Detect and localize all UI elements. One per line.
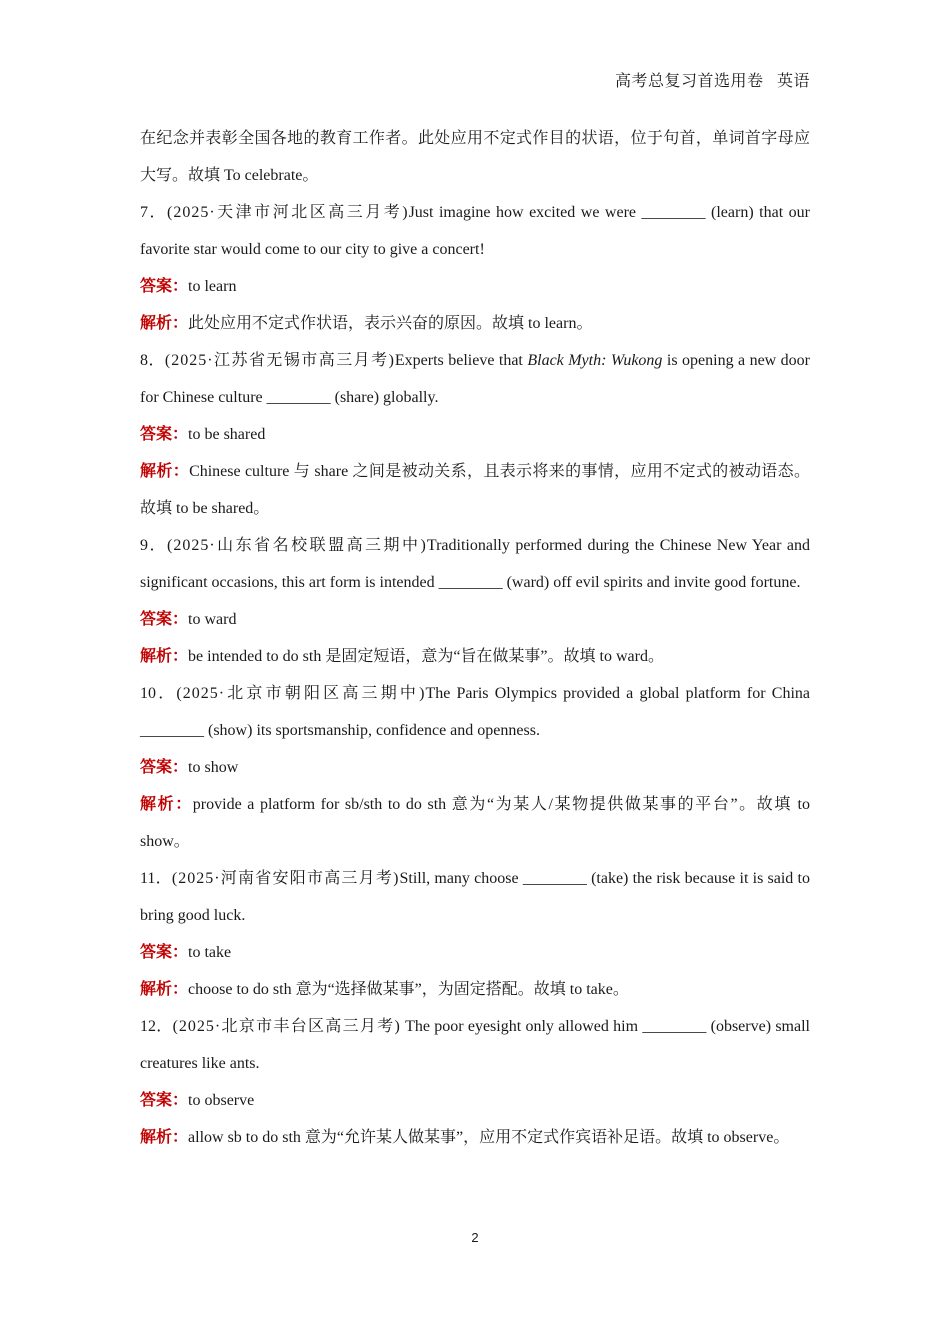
- answer-label: 答案：: [140, 611, 189, 628]
- question-source: (2025·天津市河北区高三月考): [167, 204, 409, 221]
- analysis-line: [140, 305, 810, 342]
- analysis-label: 解析：: [140, 315, 189, 332]
- question-stem: Still, many choose ________ (take) the risk because it is said to bring good luck.: [140, 870, 810, 924]
- answer-text: to be shared: [188, 426, 266, 443]
- question-number: 11．: [140, 870, 172, 887]
- analysis-label: 解析：: [140, 981, 189, 998]
- analysis-label: 解析：: [140, 648, 189, 665]
- question-8: [140, 342, 810, 416]
- answer-line: [140, 934, 810, 971]
- answer-label: 答案：: [140, 759, 189, 776]
- question-12: [140, 1008, 810, 1082]
- answer-line: [140, 1082, 810, 1119]
- answer-line: [140, 749, 810, 786]
- document-body: [140, 120, 810, 1156]
- question-10: [140, 675, 810, 749]
- header-subject: 英语: [776, 73, 810, 90]
- analysis-line: [140, 1119, 810, 1156]
- answer-label: 答案：: [140, 278, 189, 295]
- analysis-text: choose to do sth 意为“选择做某事”，为固定搭配。故填 to take。: [188, 981, 629, 998]
- question-stem: Traditionally performed during the Chinese New Year and significant occasions, this art form is intended ________ (ward) off evil spirits and invite good fortune.: [140, 537, 810, 591]
- question-stem: The Paris Olympics provided a global platform for China ________ (show) its sportsmanship, confidence and openness.: [140, 685, 810, 739]
- question-number: 12．: [140, 1018, 173, 1035]
- analysis-text: allow sb to do sth 意为“允许某人做某事”，应用不定式作宾语补足语。故填 to observe。: [188, 1129, 790, 1146]
- answer-line: [140, 416, 810, 453]
- continued-analysis: 在纪念并表彰全国各地的教育工作者。此处应用不定式作目的状语，位于句首，单词首字母应大写。故填 To celebrate。: [140, 130, 810, 184]
- question-number: 7．: [140, 204, 168, 221]
- question-number: 9．: [140, 537, 167, 554]
- question-stem-part-a: Experts believe that: [394, 352, 528, 369]
- question-stem: Just imagine how excited we were ________ (learn) that our favorite star would come to our city to give a concert!: [140, 204, 810, 258]
- analysis-line: [140, 971, 810, 1008]
- question-source: (2025·江苏省无锡市高三月考): [164, 352, 395, 369]
- analysis-label: 解析：: [140, 796, 193, 813]
- question-number: 8．: [140, 352, 165, 369]
- answer-text: to learn: [188, 278, 237, 295]
- analysis-label: 解析：: [140, 463, 190, 480]
- header-title: 高考总复习首选用卷: [614, 73, 764, 90]
- answer-text: to observe: [188, 1092, 255, 1109]
- answer-line: [140, 601, 810, 638]
- question-7: [140, 194, 810, 268]
- question-number: 10．: [140, 685, 177, 702]
- question-source: (2025·河南省安阳市高三月考): [171, 870, 400, 887]
- question-source: (2025·北京市丰台区高三月考): [172, 1018, 401, 1035]
- answer-label: 答案：: [140, 944, 189, 961]
- analysis-label: 解析：: [140, 1129, 189, 1146]
- question-9: [140, 527, 810, 601]
- analysis-line: [140, 638, 810, 675]
- answer-text: to ward: [188, 611, 237, 628]
- answer-text: to take: [188, 944, 232, 961]
- question-source: (2025·北京市朝阳区高三期中): [176, 685, 426, 702]
- question-11: [140, 860, 810, 934]
- answer-label: 答案：: [140, 1092, 189, 1109]
- answer-text: to show: [188, 759, 239, 776]
- question-source: (2025·山东省名校联盟高三期中): [166, 537, 427, 554]
- question-stem-part-b: is opening a new door for Chinese culture ________ (share) globally.: [140, 352, 811, 406]
- answer-label: 答案：: [140, 426, 189, 443]
- answer-line: [140, 268, 810, 305]
- analysis-text: 此处应用不定式作状语，表示兴奋的原因。故填 to learn。: [188, 315, 593, 332]
- analysis-line: [140, 786, 810, 860]
- analysis-text: Chinese culture 与 share 之间是被动关系，且表示将来的事情，应用不定式的被动语态。故填 to be shared。: [140, 463, 810, 517]
- question-stem-title: Black Myth: Wukong: [527, 352, 663, 369]
- analysis-text: provide a platform for sb/sth to do sth 意为“为某人/某物提供做某事的平台”。故填 to show。: [140, 796, 810, 850]
- page-number: 2: [471, 1230, 479, 1245]
- analysis-line: [140, 453, 810, 527]
- analysis-text: be intended to do sth 是固定短语，意为“旨在做某事”。故填 to ward。: [188, 648, 664, 665]
- page-header: [615, 68, 810, 91]
- question-stem: The poor eyesight only allowed him ________ (observe) small creatures like ants.: [140, 1018, 810, 1072]
